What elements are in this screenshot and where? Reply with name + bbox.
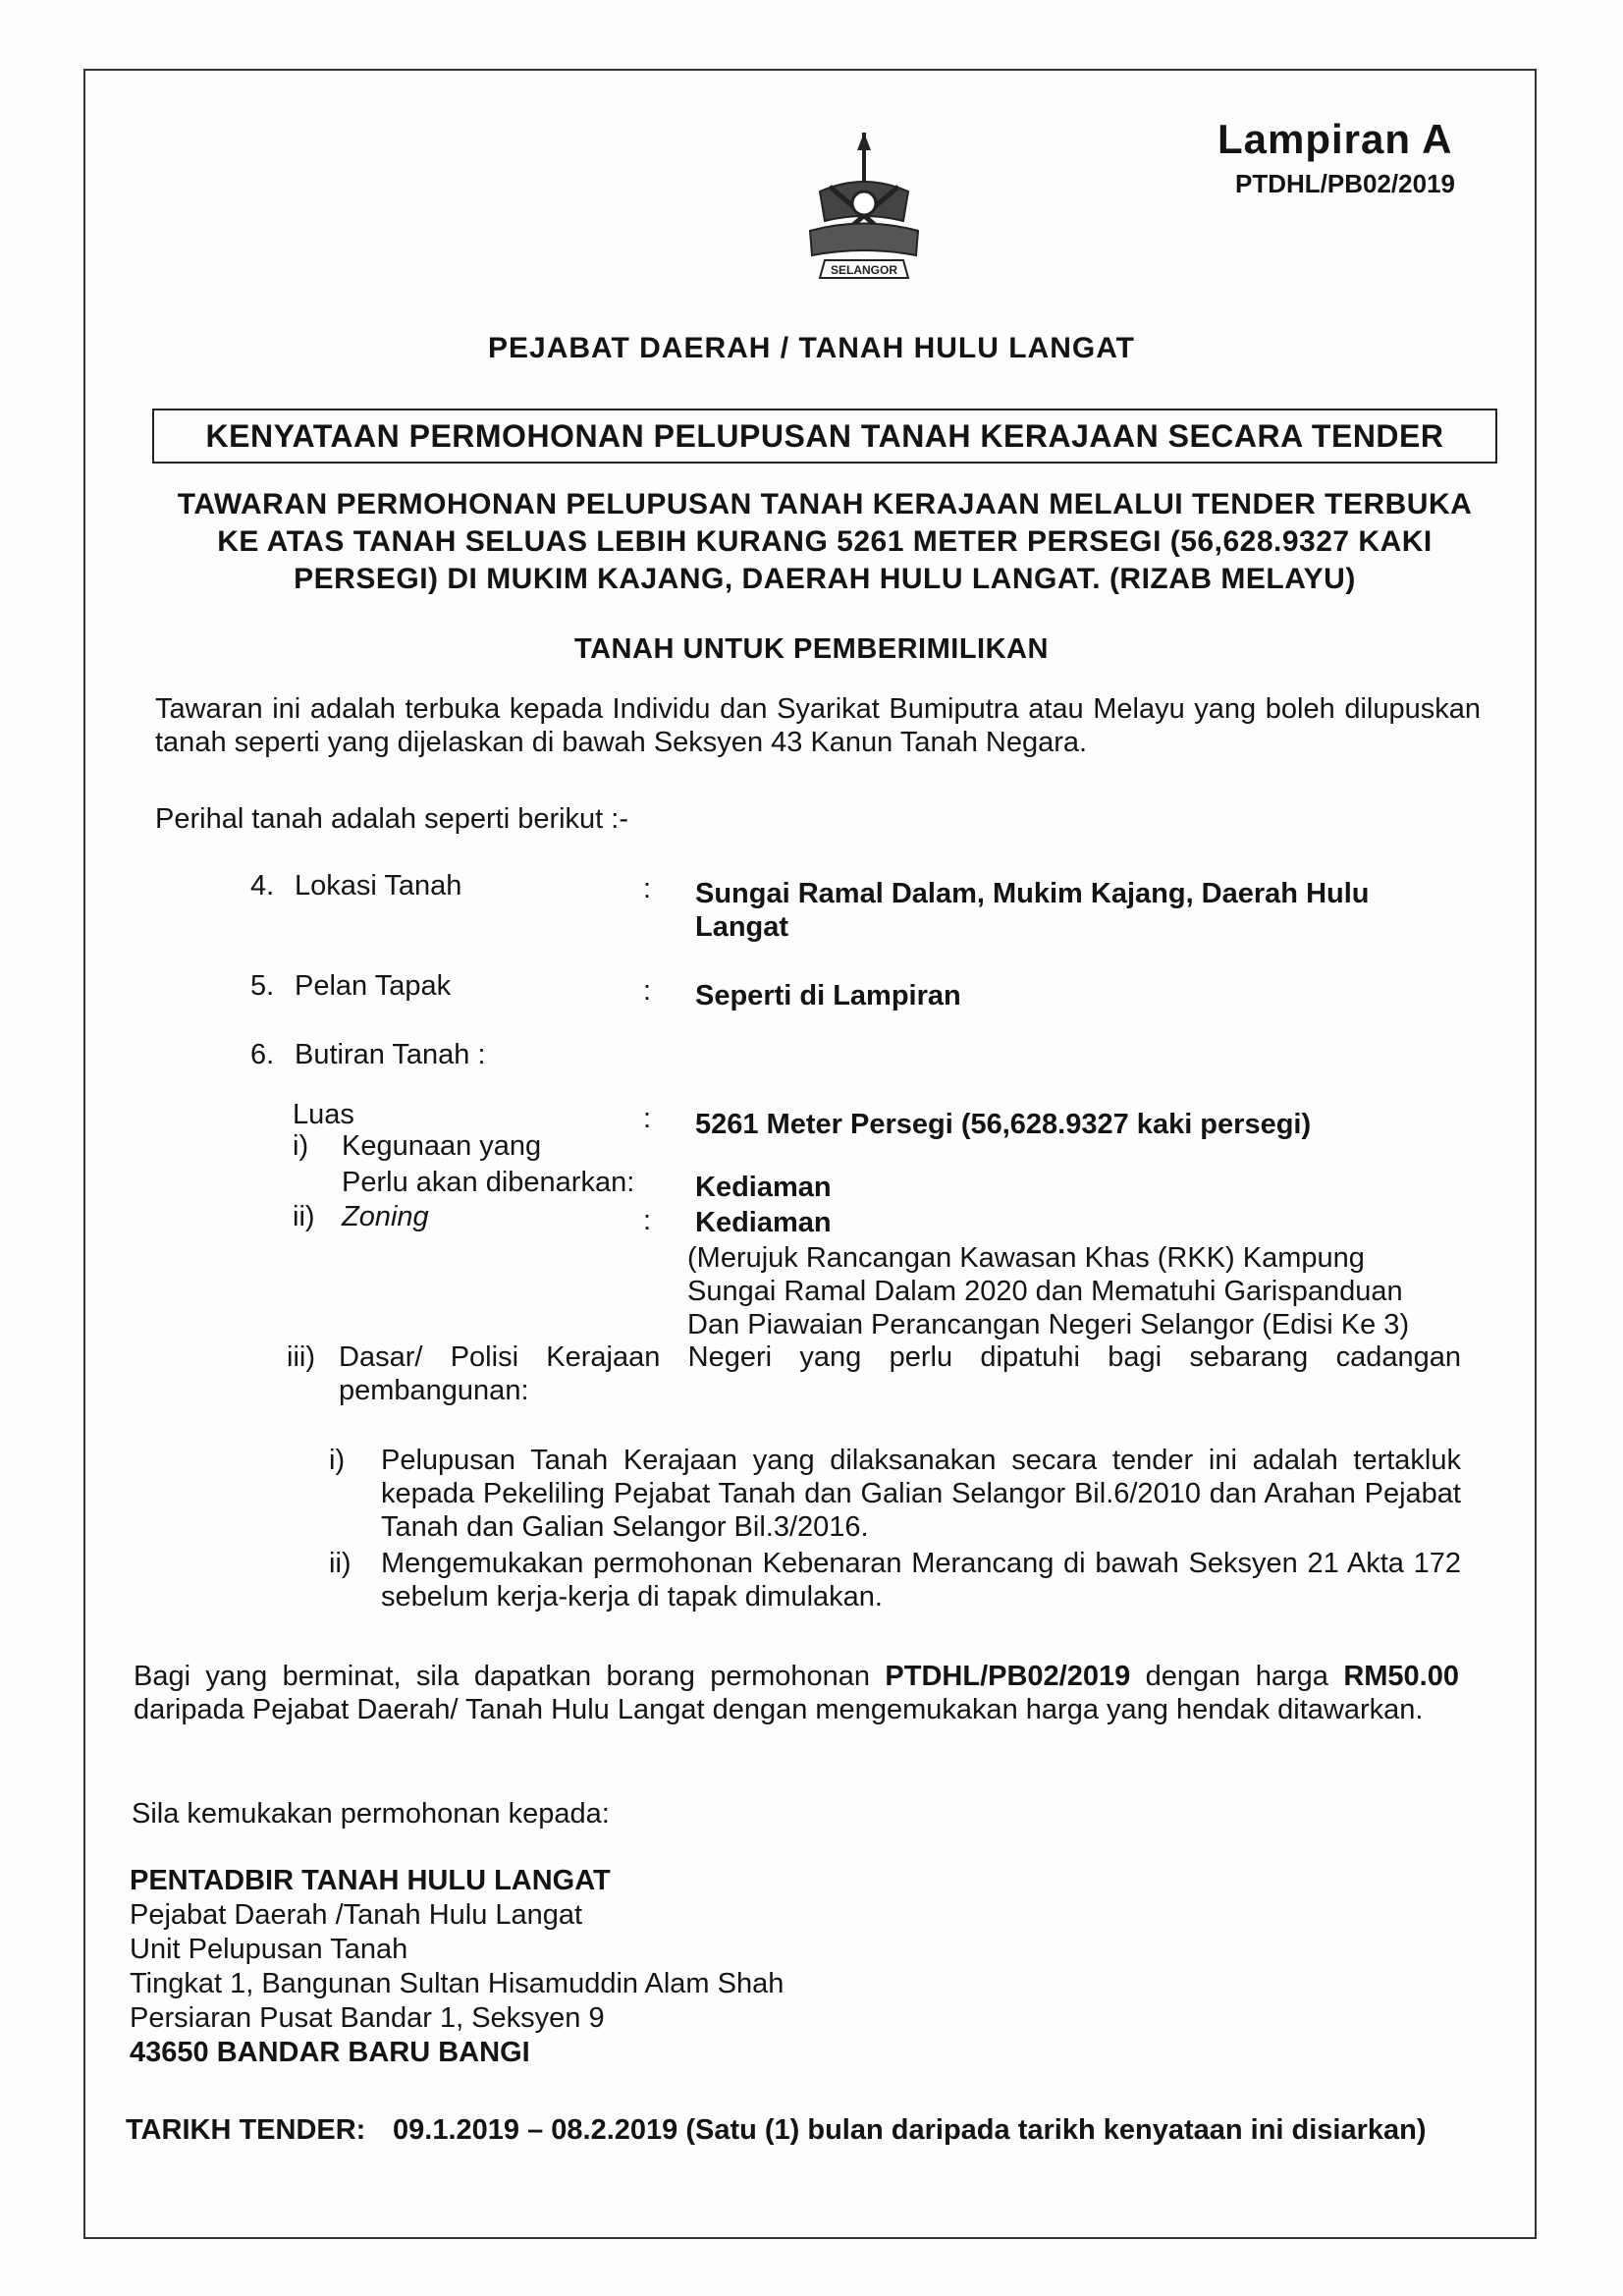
item-label-butiran: Butiran Tanah : [295,1039,486,1070]
form-price: RM50.00 [1343,1661,1459,1692]
offer-heading [157,486,1492,598]
zoning-note: Dan Piawaian Perancangan Negeri Selangor (Edisi Ke 3) [687,1309,1410,1340]
zoning-label: Zoning [342,1201,429,1232]
colon: : [643,1205,652,1236]
policy-number: ii) [329,1548,352,1579]
intro-paragraph: Tawaran ini adalah terbuka kepada Individu dan Syarikat Bumiputra atau Melayu yang boleh dilupuskan tanah seperti yang dijelaskan di bawah Seksyen 43 Kanun Tanah Negara. [155,693,1481,758]
colon: : [643,1103,652,1134]
offer-line: TAWARAN PERMOHONAN PELUPUSAN TANAH KERAJAAN MELALUI TENDER TERBUKA [177,488,1473,520]
document-title: KENYATAAN PERMOHONAN PELUPUSAN TANAH KERAJAAN SECARA TENDER [152,409,1497,464]
policy-number: i) [329,1445,346,1476]
office-name: PEJABAT DAERAH / TANAH HULU LANGAT [488,332,1135,364]
kegunaan-label: Kegunaan yang [342,1130,542,1162]
crest-icon [800,133,928,290]
zoning-note: (Merujuk Rancangan Kawasan Khas (RKK) Kampung [687,1242,1365,1274]
kegunaan-value: Kediaman [695,1172,832,1203]
crest-text: SELANGOR [830,263,898,277]
address-line: Persiaran Pusat Bandar 1, Seksyen 9 [130,2002,605,2034]
item-number: 5. [250,970,275,1002]
pelan-value: Seperti di Lampiran [695,980,961,1011]
bagi-text: daripada Pejabat Daerah/ Tanah Hulu Langat dengan mengemukakan harga yang hendak ditawarkan. [134,1694,1424,1725]
tender-date-value: 09.1.2019 – 08.2.2019 (Satu (1) bulan daripada tarikh kenyataan ini disiarkan) [393,2114,1427,2146]
address-line: PENTADBIR TANAH HULU LANGAT [130,1865,611,1896]
item-label-lokasi: Lokasi Tanah [295,870,462,902]
form-ref: PTDHL/PB02/2019 [885,1661,1131,1692]
policy-text: Mengemukakan permohonan Kebenaran Merancang di bawah Seksyen 21 Akta 172 sebelum kerja-kerja di tapak dimulakan. [381,1548,1461,1613]
selangor-crest [800,133,928,290]
address-line: 43650 BANDAR BARU BANGI [130,2037,530,2068]
section-subtitle: TANAH UNTUK PEMBERIMILIKAN [574,633,1049,665]
colon: : [643,873,652,904]
address-line: Unit Pelupusan Tanah [130,1934,408,1965]
lampiran-label: Lampiran A [1217,116,1453,162]
sila-text: Sila kemukakan permohonan kepada: [132,1798,610,1830]
address-line: Tingkat 1, Bangunan Sultan Hisamuddin Alam Shah [130,1968,784,1999]
detail-number: iii) [287,1341,315,1373]
item-number: 4. [250,870,275,902]
offer-line: PERSEGI) DI MUKIM KAJANG, DAERAH HULU LANGAT. (RIZAB MELAYU) [294,563,1356,595]
lokasi-value: Sungai Ramal Dalam, Mukim Kajang, Daerah Hulu [695,878,1370,909]
detail-number: i) [293,1130,309,1162]
reference-number: PTDHL/PB02/2019 [1235,169,1455,198]
zoning-value: Kediaman [695,1207,832,1238]
item-number: 6. [250,1039,275,1070]
item-label-pelan: Pelan Tapak [295,970,452,1002]
detail-number: ii) [293,1201,315,1232]
zoning-note: Sungai Ramal Dalam 2020 dan Mematuhi Garispanduan [687,1276,1403,1307]
luas-value: 5261 Meter Persegi (56,628.9327 kaki persegi) [695,1109,1312,1140]
kegunaan-label-cont: Perlu akan dibenarkan: [342,1167,635,1198]
offer-line: KE ATAS TANAH SELUAS LEBIH KURANG 5261 METER PERSEGI (56,628.9327 KAKI [217,525,1433,558]
address-line: Pejabat Daerah /Tanah Hulu Langat [130,1899,583,1931]
tender-date-label: TARIKH TENDER: [126,2114,366,2146]
policy-text: Pelupusan Tanah Kerajaan yang dilaksanakan secara tender ini adalah tertakluk kepada Pekeliling Pejabat Tanah dan Galian Selangor Bil.6/2010 dan Arahan Pejabat Tanah dan Galian Selangor Bil.3/2016. [381,1445,1461,1543]
colon: : [643,975,652,1007]
luas-label: Luas [293,1099,354,1130]
bagi-text: dengan harga [1130,1661,1344,1692]
lokasi-value-cont: Langat [695,911,789,943]
dasar-text: Dasar/ Polisi Kerajaan Negeri yang perlu dipatuhi bagi sebarang cadangan pembangunan: [339,1341,1461,1406]
perihal-text: Perihal tanah adalah seperti berikut :- [155,803,629,835]
bagi-paragraph [134,1660,1459,1726]
bagi-text: Bagi yang berminat, sila dapatkan borang permohonan [134,1661,886,1692]
